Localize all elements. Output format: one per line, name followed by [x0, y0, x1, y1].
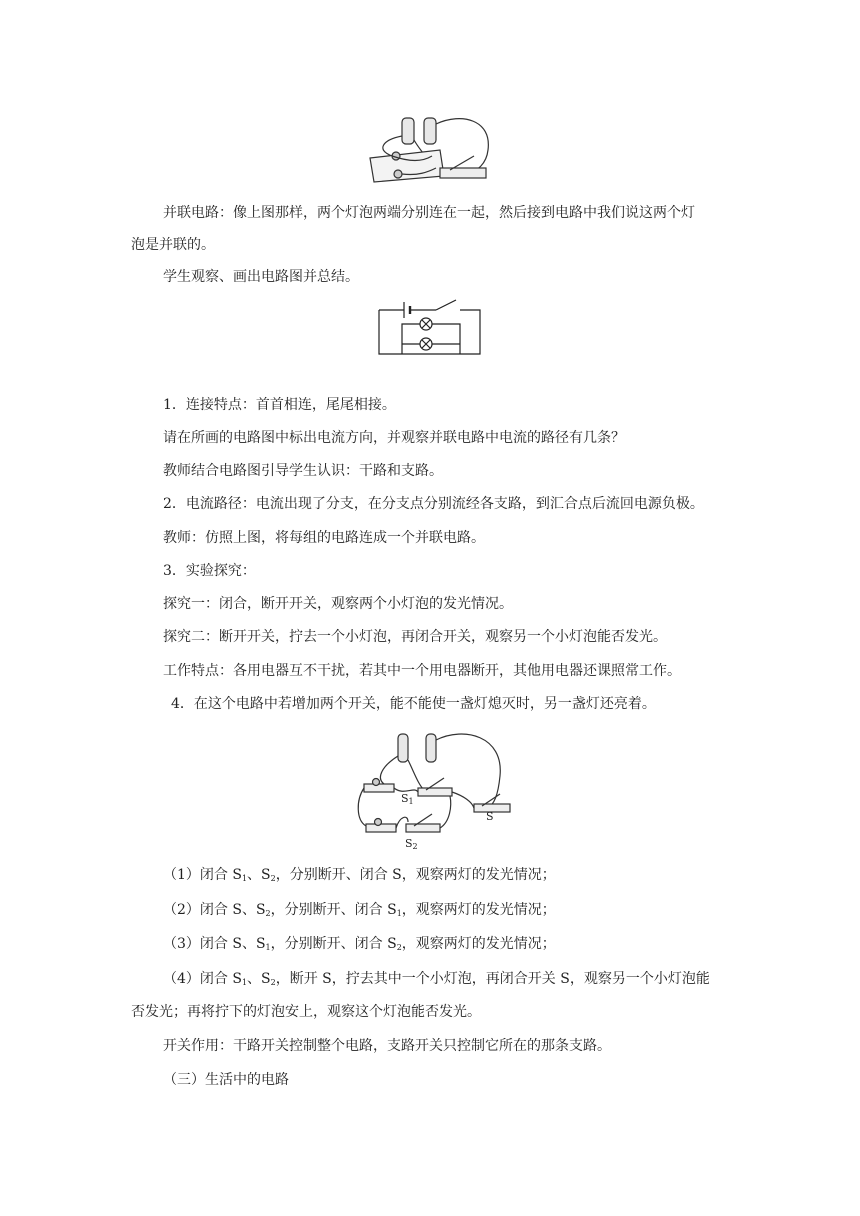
explore-one: 探究一：闭合，断开开关，观察两个小灯泡的发光情况。 — [163, 596, 513, 612]
mark-current-direction: 请在所画的电路图中标出电流方向，并观察并联电路中电流的路径有几条？ — [163, 430, 625, 446]
step-4-line1: （4）闭合 $S_1$、$S_2$，断开 S，拧去其中一个小灯泡，再闭合开关 S，观察另一个小灯泡能 — [163, 971, 710, 987]
label-s: S — [486, 810, 494, 823]
item-2-current-path: 2．电流路径：电流出现了分支，在分支点分别流经各支路，到汇合点后流回电源负极。 — [163, 496, 704, 512]
teacher-task: 教师：仿照上图，将每组的电路连成一个并联电路。 — [163, 530, 485, 546]
observe-instruction: 学生观察、画出电路图并总结。 — [163, 269, 359, 285]
step-3: （3）闭合 S、$S_1$，分别断开、闭合 $S_2$，观察两灯的发光情况； — [163, 936, 556, 952]
parallel-circuit-diagram — [376, 296, 484, 372]
parallel-definition-line2: 泡是并联的。 — [131, 237, 215, 253]
switch-function: 开关作用：干路开关控制整个电路，支路开关只控制它所在的那条支路。 — [163, 1038, 611, 1054]
parallel-circuit-photo-top — [362, 110, 498, 188]
work-features: 工作特点：各用电器互不干扰，若其中一个用电器断开，其他用电器还课照常工作。 — [163, 663, 681, 679]
step-2: （2）闭合 S、$S_2$，分别断开、闭合 $S_1$，观察两灯的发光情况； — [163, 902, 556, 918]
item-3-experiment: 3．实验探究： — [163, 563, 256, 579]
parallel-definition-line1: 并联电路：像上图那样，两个灯泡两端分别连在一起，然后接到电路中我们说这两个灯 — [163, 205, 695, 221]
item-4-add-switches: 4．在这个电路中若增加两个开关，能不能使一盏灯熄灭时，另一盏灯还亮着。 — [171, 696, 656, 712]
label-s1: $S_1$ — [401, 792, 414, 806]
item-1-connection-features: 1．连接特点：首首相连，尾尾相接。 — [163, 397, 396, 413]
step-1: （1）闭合 $S_1$、$S_2$，分别断开、闭合 S，观察两灯的发光情况； — [163, 867, 556, 883]
three-switch-circuit-photo — [354, 726, 512, 854]
teacher-guide: 教师结合电路图引导学生认识：干路和支路。 — [163, 463, 443, 479]
label-s2: $S_2$ — [405, 837, 418, 851]
step-4-line2: 否发光；再将拧下的灯泡安上，观察这个灯泡能否发光。 — [131, 1004, 481, 1020]
section-life-circuits: （三）生活中的电路 — [163, 1072, 289, 1088]
explore-two: 探究二：断开开关，拧去一个小灯泡，再闭合开关，观察另一个小灯泡能否发光。 — [163, 629, 667, 645]
